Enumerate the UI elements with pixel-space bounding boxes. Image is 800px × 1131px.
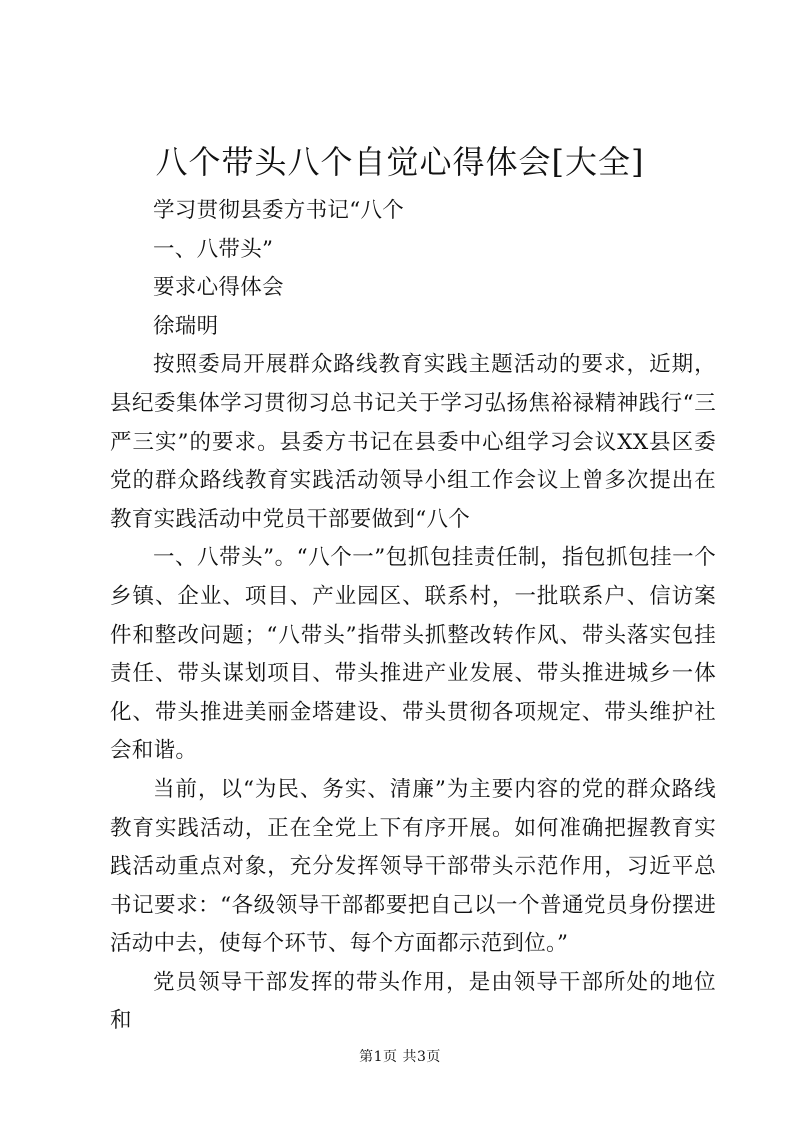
paragraph: 一、八带头” — [153, 236, 274, 262]
paragraph: 党员领导干部发挥的带头作用，是由领导干部所处的地位和 — [110, 969, 716, 1034]
paragraph: 要求心得体会 — [153, 275, 284, 301]
paragraph: 一、八带头”。“八个一”包抓包挂责任制，指包抓包挂一个乡镇、企业、项目、产业园区、联系村，一批联系户、信访案件和整改问题；“八带头”指带头抓整改转作风、带头落实包挂责任、带头谋划项目、带头推进产业发展、带头推进城乡一体化、带头推进美丽金塔建设、带头贯彻各项规定、带头维护社会和谐。 — [110, 545, 716, 764]
paragraph: 当前，以“为民、务实、清廉”为主要内容的党的群众路线教育实践活动，正在全党上下有序开展。如何准确把握教育实践活动重点对象，充分发挥领导干部带头示范作用，习近平总书记要求：“各级领导干部都要把自己以一个普通党员身份摆进活动中去，使每个环节、每个方面都示范到位。” — [110, 776, 716, 957]
paragraph: 按照委局开展群众路线教育实践主题活动的要求，近期，县纪委集体学习贯彻习总书记关于学习弘扬焦裕禄精神践行“三严三实”的要求。县委方书记在县委中心组学习会议XX县区委党的群众路线教育实践活动领导小组工作会议上曾多次提出在教育实践活动中党员干部要做到“八个 — [110, 352, 716, 532]
document-body — [110, 192, 716, 1041]
page-number-footer: 第1页 共3页 — [359, 1049, 441, 1065]
paragraph: 学习贯彻县委方书记“八个 — [153, 198, 405, 223]
author-name: 徐瑞明 — [153, 313, 219, 339]
document-title: 八个带头八个自觉心得体会[大全] — [155, 143, 645, 181]
